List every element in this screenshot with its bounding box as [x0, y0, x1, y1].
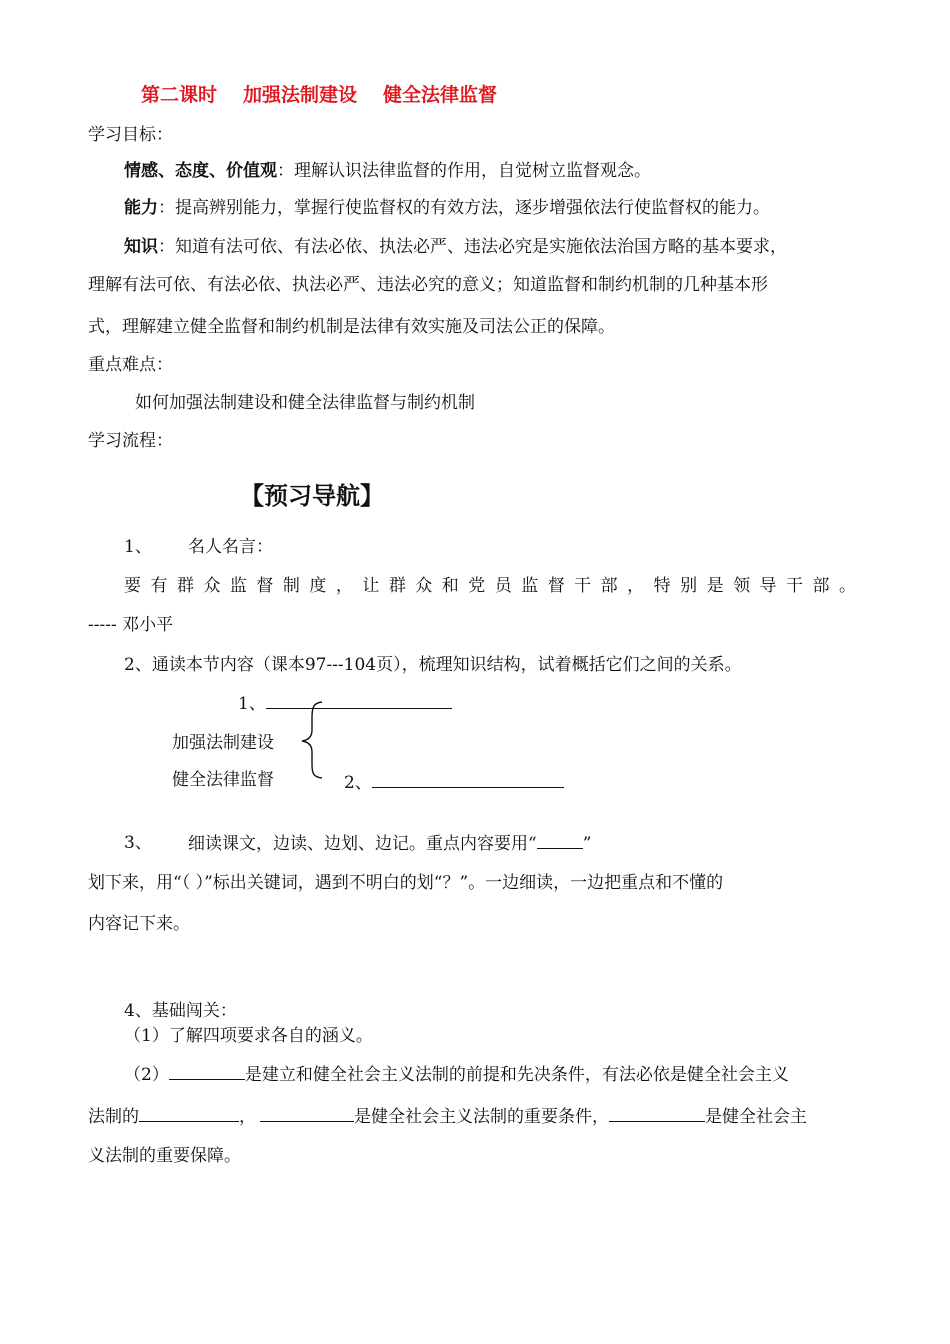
item1-quote: 要有群众监督制度，让群众和党员监督干部，特别是领导干部。 [124, 576, 856, 596]
ability-label: 能力 [124, 198, 158, 218]
item3-line-3: 内容记下来。 [88, 914, 190, 934]
item3-underline-sample [537, 832, 583, 849]
item1-label: 名人名言： [188, 537, 273, 557]
knowledge-line-1: ：知道有法可依、有法必依、执法必严、违法必究是实施依法治国方略的基本要求， [158, 237, 787, 257]
item1-author: ----- 邓小平 [88, 615, 174, 635]
q2-blank-1[interactable] [169, 1063, 245, 1080]
q2-blank-4[interactable] [609, 1105, 705, 1122]
knowledge-label: 知识 [124, 237, 158, 257]
page-title [141, 80, 497, 107]
key-points-text: 如何加强法制建设和健全法律监督与制约机制 [135, 393, 475, 413]
diagram-brace [296, 700, 326, 780]
objective-emotion [124, 160, 651, 182]
title-topic-2: 健全法律监督 [383, 84, 498, 106]
branch-1-blank[interactable] [266, 692, 452, 709]
title-topic-1: 加强法制建设 [243, 84, 358, 106]
objectives-heading: 学习目标： [88, 125, 173, 145]
q2-number: （2） [124, 1065, 169, 1085]
item3-line-1 [188, 832, 591, 855]
q2-blank-2[interactable] [139, 1105, 239, 1122]
diagram-branch-1 [238, 692, 452, 715]
item3-number: 3、 [124, 833, 152, 853]
q2-text-d: 是健全社会主义法制的重要条件， [354, 1107, 609, 1127]
diagram-line-2: 健全法律监督 [172, 770, 274, 790]
branch-1-number: 1、 [238, 694, 266, 714]
item4-heading: 4、基础闯关： [124, 1001, 237, 1021]
item2-text: 2、通读本节内容（课本97---104页），梳理知识结构，试着概括它们之间的关系。 [124, 655, 742, 675]
item3-line-1-text: 细读课文，边读、边划、边记。重点内容要用“ [188, 834, 537, 854]
branch-2-blank[interactable] [372, 771, 564, 788]
process-heading: 学习流程： [88, 431, 173, 451]
title-lesson: 第二课时 [141, 84, 218, 106]
knowledge-line-3: 式，理解建立健全监督和制约机制是法律有效实施及司法公正的保障。 [88, 317, 615, 337]
objective-ability [124, 197, 770, 219]
item3-line-1-end: ” [582, 834, 592, 854]
diagram-branch-2 [344, 771, 564, 794]
item4-question-1: （1）了解四项要求各自的涵义。 [124, 1026, 373, 1046]
item4-question-2-line-2 [88, 1105, 807, 1128]
key-points-heading: 重点难点： [88, 355, 173, 375]
knowledge-line-2: 理解有法可依、有法必依、执法必严、违法必究的意义；知道监督和制约机制的几种基本形 [88, 275, 768, 295]
preview-heading: 【预习导航】 [240, 482, 384, 510]
q2-text-b: 法制的 [88, 1107, 139, 1127]
q2-text-e: 是健全社会主 [705, 1107, 807, 1127]
q2-text-c: ， [239, 1107, 256, 1127]
emotion-text: ：理解认识法律监督的作用，自觉树立监督观念。 [277, 161, 651, 181]
item4-question-2-line-1 [124, 1063, 789, 1086]
branch-2-number: 2、 [344, 773, 372, 793]
q2-blank-3[interactable] [260, 1105, 354, 1122]
item4-question-2-line-3: 义法制的重要保障。 [88, 1146, 241, 1166]
diagram-line-1: 加强法制建设 [172, 733, 274, 753]
item3-line-2: 划下来，用“（ ）”标出关键词，遇到不明白的划“？”。一边细读，一边把重点和不懂的 [88, 873, 724, 893]
ability-text: ：提高辨别能力，掌握行使监督权的有效方法，逐步增强依法行使监督权的能力。 [158, 198, 770, 218]
emotion-label: 情感、态度、价值观 [124, 161, 277, 181]
item1-number: 1、 [124, 537, 152, 557]
objective-knowledge [124, 236, 787, 258]
q2-text-a: 是建立和健全社会主义法制的前提和先决条件，有法必依是健全社会主义 [244, 1065, 789, 1085]
